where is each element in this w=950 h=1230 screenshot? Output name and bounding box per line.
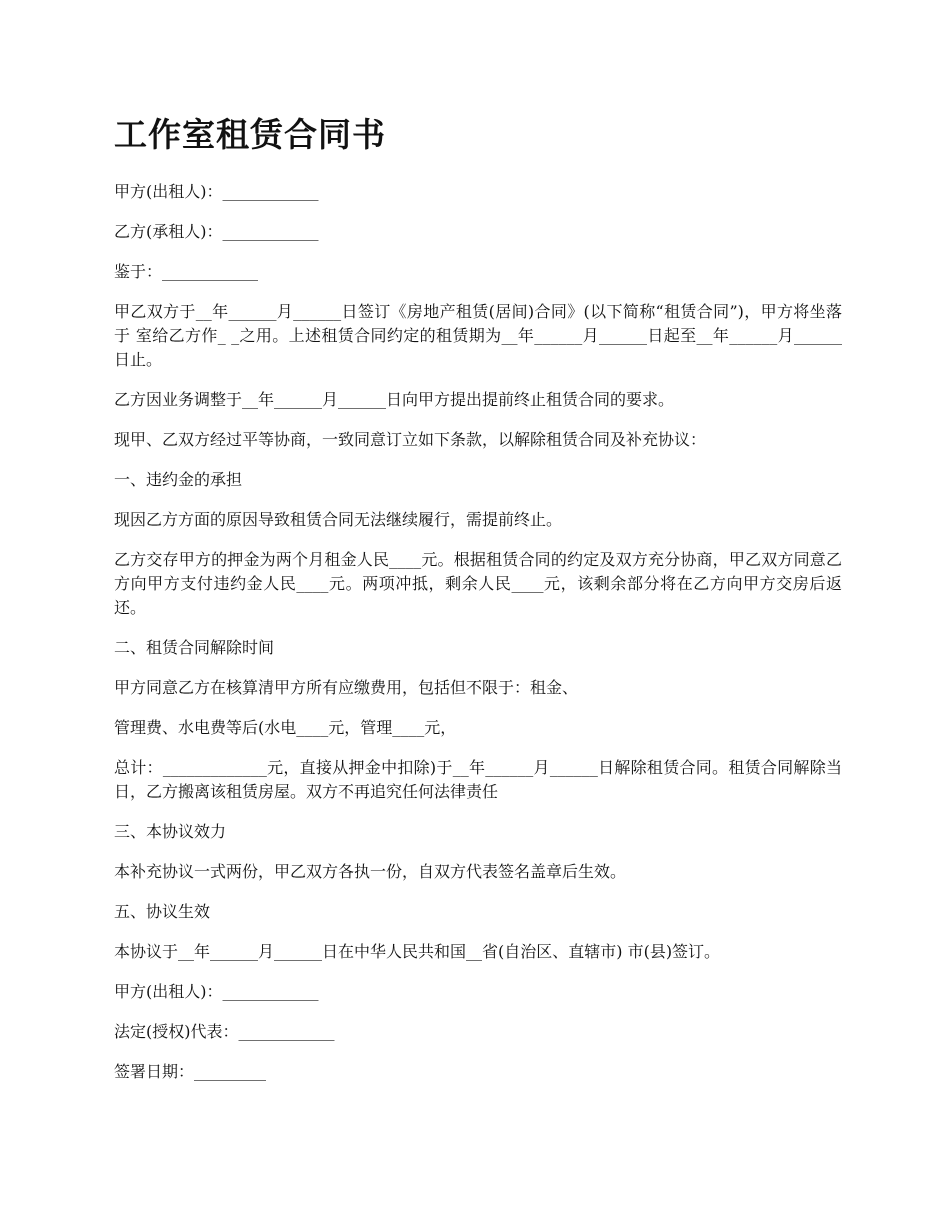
party-a-line: 甲方(出租人)：____________: [114, 182, 319, 201]
signature-date-line: 签署日期：_________: [114, 1062, 267, 1081]
document-title: 工作室租赁合同书: [114, 115, 386, 154]
party-b-line: 乙方(承租人)：____________: [114, 222, 319, 241]
copies-effect-paragraph: 本补充协议一式两份，甲乙双方各执一份，自双方代表签名盖章后生效。: [114, 862, 627, 881]
termination-request-paragraph: 乙方因业务调整于__年______月______日向甲方提出提前终止租赁合同的要求。: [114, 390, 675, 409]
section-heading-termination-time: 二、租赁合同解除时间: [114, 638, 275, 657]
deposit-penalty-paragraph: 乙方交存甲方的押金为两个月租金人民____元。根据租赁合同的约定及双方充分协商，甲乙双方同意乙方向甲方支付违约金人民____元。两项冲抵，剩余人民____元，该剩余部分将在乙方向甲方交房后返还。: [114, 550, 842, 617]
total-termination-paragraph: 总计：_____________元，直接从押金中扣除)于__年______月______日解除租赁合同。租赁合同解除当日，乙方搬离该租赁房屋。双方不再追究任何法律责任: [114, 758, 842, 801]
agreement-intro-paragraph: 现甲、乙双方经过平等协商，一致同意订立如下条款，以解除租赁合同及补充协议：: [114, 430, 707, 449]
signing-place-paragraph: 本协议于__年______月______日在中华人民共和国__省(自治区、直辖市) 市(县)签订。: [114, 942, 721, 961]
section-heading-effect: 三、本协议效力: [114, 822, 227, 841]
penalty-reason-paragraph: 现因乙方方面的原因导致租赁合同无法继续履行，需提前终止。: [114, 510, 563, 529]
document-page: [114, 112, 842, 1100]
contract-background-paragraph: 甲乙双方于__年______月______日签订《房地产租赁(居间)合同》(以下简称“租赁合同”)，甲方将坐落于 室给乙方作_ _之用。上述租赁合同约定的租赁期为__年______月______日起至__年______月______日止。: [114, 302, 842, 369]
section-heading-effective: 五、协议生效: [114, 902, 211, 921]
section-heading-penalty: 一、违约金的承担: [114, 470, 243, 489]
fees-detail-paragraph: 管理费、水电费等后(水电____元，管理____元，: [114, 718, 457, 737]
whereas-line: 鉴于：____________: [114, 262, 259, 281]
signature-party-a-line: 甲方(出租人)：____________: [114, 982, 319, 1001]
fees-settlement-paragraph: 甲方同意乙方在核算清甲方所有应缴费用，包括但不限于：租金、: [114, 678, 579, 697]
signature-representative-line: 法定(授权)代表：____________: [114, 1022, 335, 1041]
